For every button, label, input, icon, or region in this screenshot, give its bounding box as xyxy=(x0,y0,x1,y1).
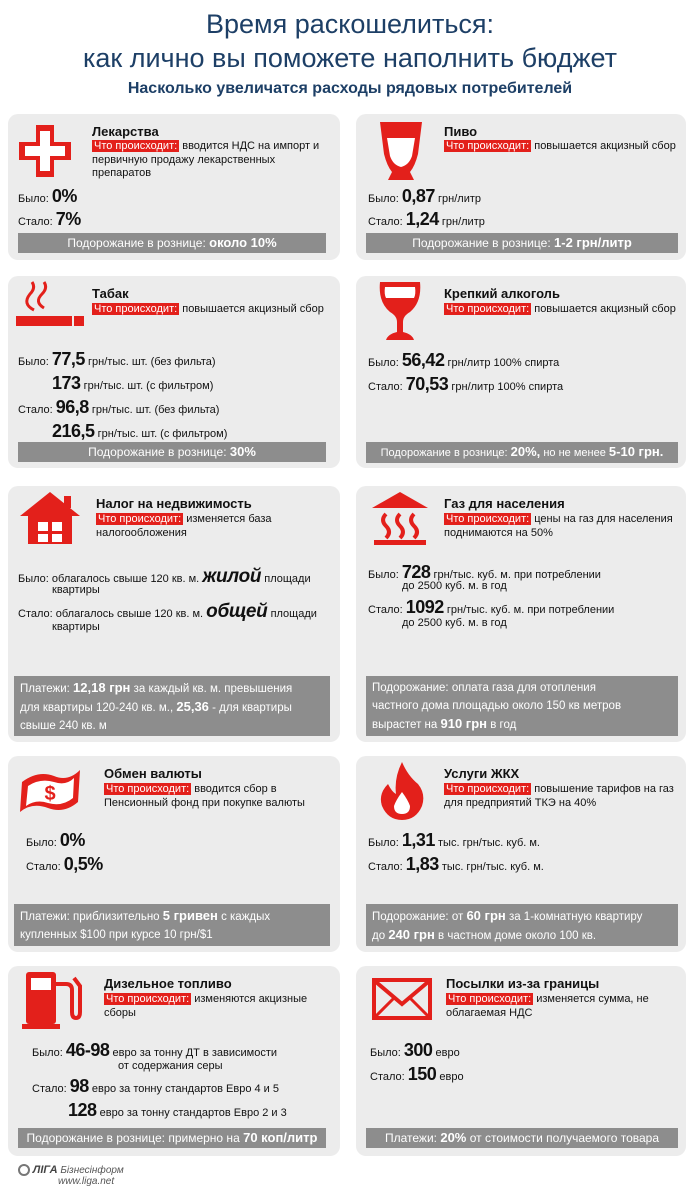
page-title-line1: Время раскошелиться: xyxy=(205,9,495,39)
summary-bar: Подорожание в рознице: 20%, но не менее 5-10 грн. xyxy=(366,442,678,463)
was-row-2: до 2500 куб. м. в год xyxy=(402,580,507,592)
summary-bar: Платежи: 12,18 грн за каждый кв. м. превышения для квартиры 120-240 кв. м., 25,36 - для квартиры свыше 240 кв. м xyxy=(14,676,330,736)
medical-cross-icon xyxy=(16,122,74,180)
now-row-2: до 2500 куб. м. в год xyxy=(402,617,507,629)
card-description: Что происходит: повышается акцизный сбор xyxy=(94,303,324,315)
card-description: Что происходит: повышается акцизный сбор xyxy=(446,303,676,315)
was-row-2: 173 грн/тыс. шт. (с фильтром) xyxy=(52,373,214,393)
cigarette-icon xyxy=(14,280,86,330)
was-row: Было: 56,42 грн/литр 100% спирта xyxy=(368,350,560,370)
was-row: Было: 0% xyxy=(18,186,77,206)
liga-logo-icon xyxy=(18,1164,30,1176)
card-description: Что происходит: вводится сбор в Пенсионный фонд при покупке валюты xyxy=(104,783,305,809)
card-description: Что происходит: цены на газ для населения поднимаются на 50% xyxy=(444,513,673,539)
card-description: Что происходит: изменяется база налогообложения xyxy=(96,513,272,539)
card-title: Лекарства xyxy=(92,124,159,139)
was-row: Было: 0,87 грн/литр xyxy=(368,186,481,206)
dollar-bill-icon xyxy=(18,762,84,820)
card-title: Посылки из-за границы xyxy=(446,976,600,991)
card-description: Что происходит: повышается акцизный сбор xyxy=(446,140,676,152)
summary-bar: Подорожание в рознице: 1-2 грн/литр xyxy=(366,233,678,253)
heater-icon xyxy=(370,490,430,546)
summary-bar: Подорожание в рознице: около 10% xyxy=(18,233,326,253)
summary-bar: Платежи: 20% от стоимости получаемого товара xyxy=(366,1128,678,1148)
now-row: Стало: 0,5% xyxy=(26,854,103,874)
was-row-2: квартиры xyxy=(52,584,100,596)
was-row: Было: 728 грн/тыс. куб. м. при потреблении xyxy=(368,562,601,582)
was-row: Было: 300 евро xyxy=(370,1040,460,1060)
summary-bar: Подорожание: от 60 грн за 1-комнатную квартиру до 240 грн в частном доме около 100 кв. xyxy=(366,904,678,946)
now-row: Стало: 7% xyxy=(18,209,81,229)
now-row: Стало: 1092 грн/тыс. куб. м. при потреблении xyxy=(368,597,615,617)
now-row: Стало: 70,53 грн/литр 100% спирта xyxy=(368,374,564,394)
footer-logo: ЛІГА Бізнесінформ www.liga.net xyxy=(18,1164,124,1187)
flame-icon xyxy=(378,760,426,822)
envelope-icon xyxy=(372,978,432,1020)
summary-bar: Подорожание: оплата газа для отопления частного дома площадью около 150 кв метров вырастет на 910 грн в год xyxy=(366,676,678,736)
card-description: Что происходит: изменяются акцизные сборы xyxy=(104,993,308,1019)
card-description: Что происходит: вводится НДС на импорт и первичную продажу лекарственных препаратов xyxy=(92,140,320,179)
card-title: Пиво xyxy=(444,124,478,139)
was-row: Было: 1,31 тыс. грн/тыс. куб. м. xyxy=(368,830,540,850)
card-title: Табак xyxy=(92,286,129,301)
now-row: Стало: 96,8 грн/тыс. шт. (без фильта) xyxy=(18,397,220,417)
card-title: Налог на недвижимость xyxy=(96,496,252,511)
summary-bar: Подорожание в рознице: примерно на 70 коп/литр xyxy=(18,1128,326,1148)
now-row: Стало: 98 евро за тонну стандартов Евро 4 и 5 xyxy=(32,1076,279,1096)
was-row: Было: 46-98 евро за тонну ДТ в зависимости xyxy=(32,1040,278,1060)
summary-bar: Платежи: приблизительно 5 гривен с каждых купленных $100 при курсе 10 грн/$1 xyxy=(14,904,330,946)
card-title: Дизельное топливо xyxy=(104,976,232,991)
fuel-pump-icon xyxy=(20,970,86,1030)
page-subtitle: Насколько увеличатся расходы рядовых потребителей xyxy=(127,80,573,97)
now-row: Стало: 1,24 грн/литр xyxy=(368,209,485,229)
beer-glass-icon xyxy=(378,120,424,182)
card-title: Услуги ЖКХ xyxy=(444,766,520,781)
svg-text:$: $ xyxy=(44,783,56,805)
now-row: Стало: 1,83 тыс. грн/тыс. куб. м. xyxy=(368,854,544,874)
card-description: Что происходит: изменяется сумма, не облагаемая НДС xyxy=(446,993,649,1019)
page-title-line2: как лично вы поможете наполнить бюджет xyxy=(82,43,618,73)
summary-bar: Подорожание в рознице: 30% xyxy=(18,442,326,462)
was-row: Было: 77,5 грн/тыс. шт. (без фильта) xyxy=(18,349,216,369)
was-row-2: от содержания серы xyxy=(118,1060,223,1072)
what-label: Что происходит: xyxy=(94,140,178,152)
now-row-2: 128 евро за тонну стандартов Евро 2 и 3 xyxy=(68,1100,287,1120)
now-row-2: 216,5 грн/тыс. шт. (с фильтром) xyxy=(52,421,228,441)
card-title: Газ для населения xyxy=(444,496,565,511)
now-row-2: квартиры xyxy=(52,621,100,633)
house-icon xyxy=(18,490,82,546)
card-description: Что происходит: повышение тарифов на газ для предприятий ТКЭ на 40% xyxy=(444,783,674,809)
now-row: Стало: 150 евро xyxy=(370,1064,464,1084)
wine-glass-icon xyxy=(376,280,424,342)
was-row: Было: облагалось свыше 120 кв. м. жилой площади xyxy=(18,566,311,587)
was-row: Было: 0% xyxy=(26,830,85,850)
card-title: Обмен валюты xyxy=(104,766,202,781)
now-row: Стало: облагалось свыше 120 кв. м. общей площади xyxy=(18,601,317,622)
card-title: Крепкий алкоголь xyxy=(444,286,560,301)
